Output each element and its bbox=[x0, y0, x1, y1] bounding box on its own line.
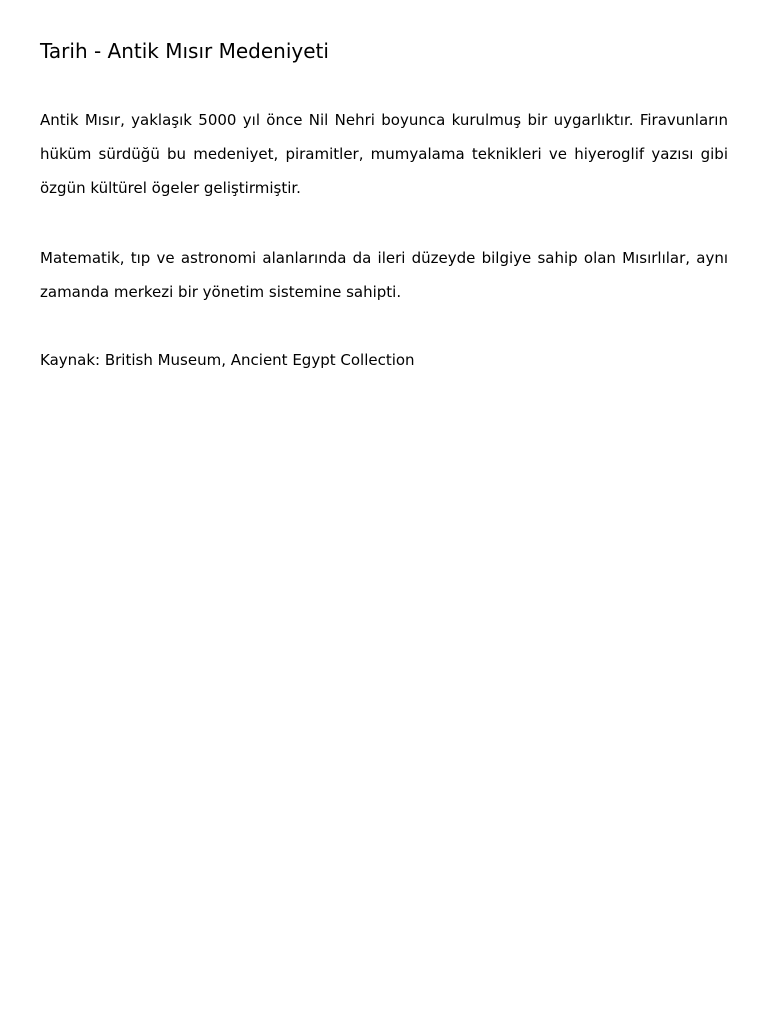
paragraph-intro: Antik Mısır, yaklaşık 5000 yıl önce Nil Nehri boyunca kurulmuş bir uygarlıktır. Firavunların hüküm sürdüğü bu medeniyet, piramitler, mumyalama teknikleri ve hiyeroglif yazısı gibi özgün kültürel ögeler geliştirmiştir. bbox=[40, 111, 728, 197]
paragraph-science: Matematik, tıp ve astronomi alanlarında da ileri düzeyde bilgiye sahip olan Mısırlılar, aynı zamanda merkezi bir yönetim sistemine sahipti. bbox=[40, 249, 728, 301]
source-citation: Kaynak: British Museum, Ancient Egypt Collection bbox=[40, 351, 415, 369]
document-title: Tarih - Antik Mısır Medeniyeti bbox=[40, 39, 329, 63]
